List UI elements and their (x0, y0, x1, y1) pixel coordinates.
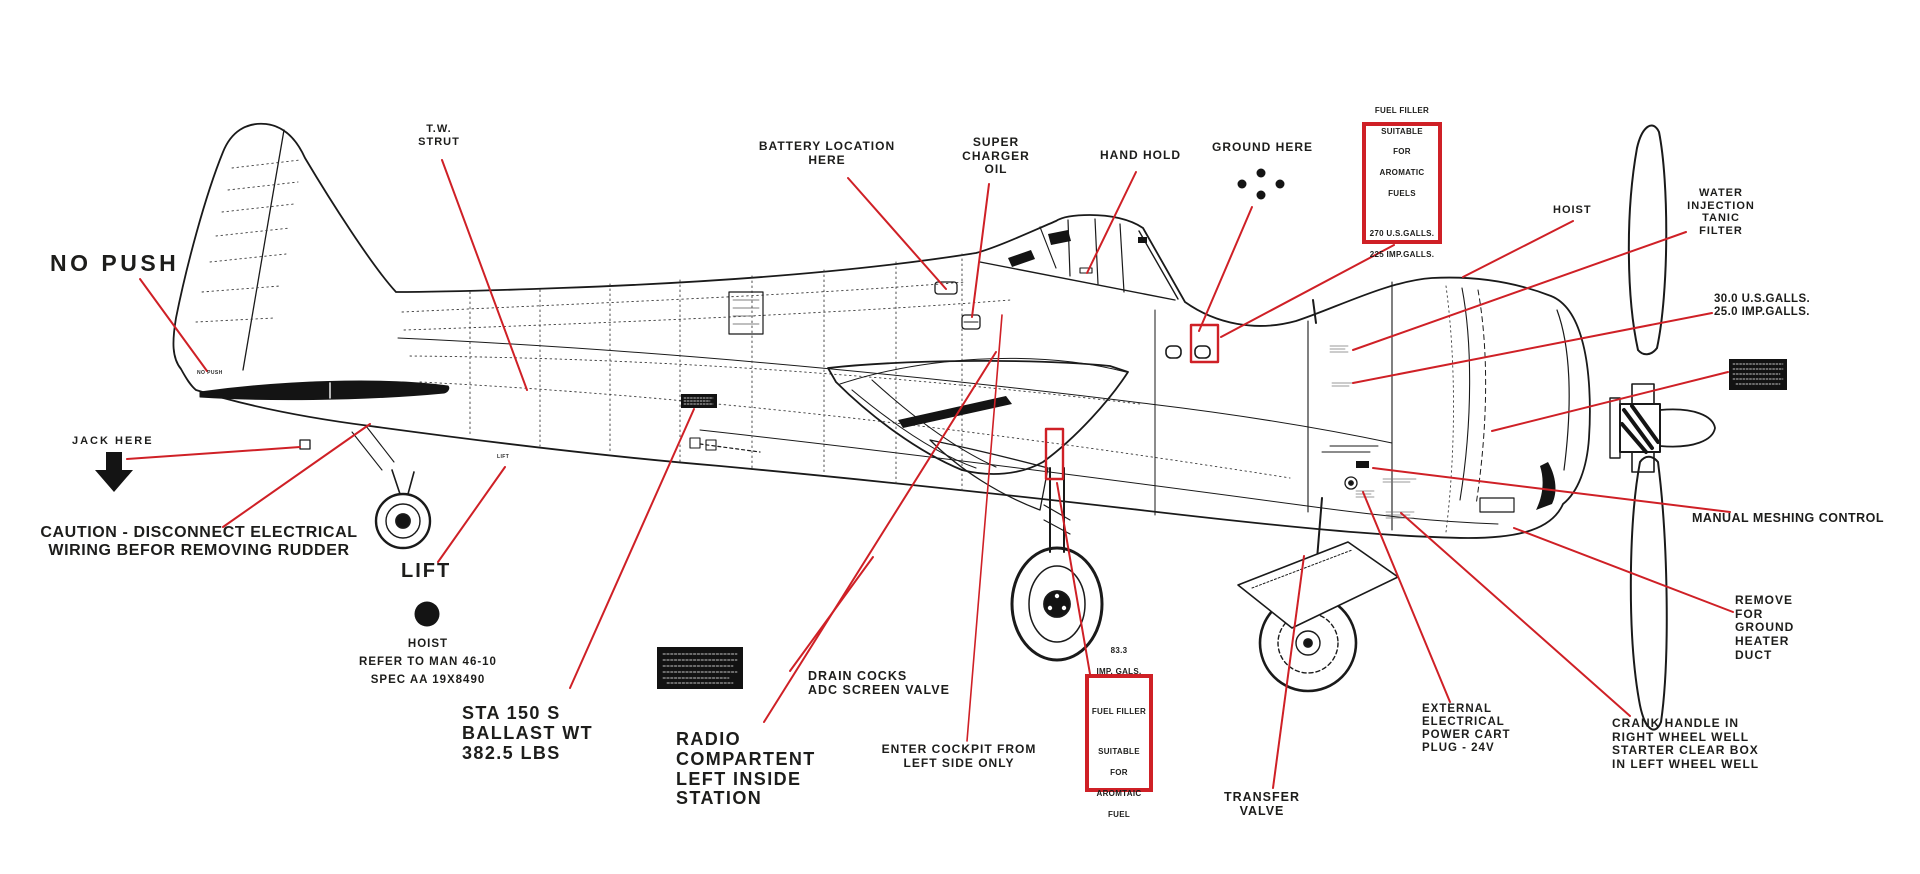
leader-radio (764, 352, 996, 722)
gear-door (1238, 542, 1398, 628)
leader-sta-ballast (570, 409, 694, 688)
prop-blade-upper (1629, 125, 1666, 354)
label-tw-strut: T.W. STRUT (418, 123, 460, 148)
leader-tw-strut (442, 160, 527, 390)
leader-drain-cocks (790, 557, 873, 671)
label-jack-here: JACK HERE (72, 435, 154, 447)
fuel-filler-marker (1191, 325, 1218, 362)
leader-remove-heater (1514, 528, 1733, 612)
fuel-cap-right (1195, 346, 1210, 358)
tail-group (200, 381, 449, 548)
headrest (1048, 230, 1071, 245)
label-ground-here: GROUND HERE (1212, 140, 1314, 154)
ballast-placard (681, 394, 717, 408)
leader-crank-handle (1401, 513, 1630, 716)
label-caution: CAUTION - DISCONNECT ELECTRICAL WIRING BEFOR REMOVING RUDDER (40, 524, 358, 560)
ground-here-dots (1238, 169, 1285, 200)
leader-hoist-right (1463, 221, 1573, 277)
fuselage-hatches (300, 282, 1210, 452)
placard-fuel-filler-top (1362, 105, 1442, 259)
cowl-intake-shadow (1536, 462, 1555, 510)
leader-oil-capacity (1353, 313, 1712, 383)
label-battery: BATTERY LOCATION HERE (758, 139, 896, 167)
leader-enter-cockpit (967, 315, 1002, 741)
wing (828, 358, 1128, 474)
leader-battery (848, 178, 946, 289)
label-manual-meshing: MANUAL MESHING CONTROL (1692, 511, 1885, 525)
leader-jack-here (127, 447, 300, 459)
label-supercharger: SUPER CHARGER OIL (962, 135, 1030, 177)
label-remove-heater: REMOVE FOR GROUND HEATER DUCT (1735, 593, 1795, 662)
leader-fuel-bottom (1057, 483, 1090, 674)
label-drain-cocks: DRAIN COCKS ADC SCREEN VALVE (808, 669, 950, 698)
prop-blade-lower (1631, 457, 1667, 730)
tail-wheel (352, 426, 430, 548)
label-oil-capacity: 30.0 U.S.GALLS. 25.0 IMP.GALLS. (1714, 293, 1811, 319)
label-transfer-valve: TRANSFER VALVE (1223, 790, 1301, 819)
fuel-cap-left (1166, 346, 1181, 358)
label-water-injection: WATER INJECTION TANIC FILTER (1687, 187, 1755, 237)
leader-caution (223, 424, 370, 527)
label-hoist-right: HOIST (1553, 204, 1592, 216)
warning-placard-mid (657, 647, 743, 689)
placard-fuel-filler-bottom (1085, 646, 1153, 819)
radio-placard (729, 292, 763, 334)
cockpit-shadow (1008, 250, 1035, 267)
engine-cowl (1322, 288, 1569, 518)
main-landing-gear (930, 440, 1398, 691)
horizontal-stabilizer (200, 381, 449, 400)
gunsight (1138, 237, 1147, 243)
meshing-control-placard (1356, 461, 1369, 468)
handhold-step (1080, 268, 1092, 273)
label-external-power: EXTERNAL ELECTRICAL POWER CART PLUG - 24V (1422, 703, 1511, 755)
leader-ground-here (1199, 207, 1252, 331)
fuel-top-text: FUEL FILLER SUITABLE FOR AROMATIC FUELS 270 U.S.GALLS. 225 IMP.GALLS. (1369, 105, 1435, 259)
spinner-nose (1660, 409, 1715, 446)
label-crank-handle: CRANK HANDLE IN RIGHT WHEEL WELL STARTER CLEAR BOX IN LEFT WHEEL WELL (1612, 716, 1760, 772)
jack-point (300, 440, 310, 449)
warning-placard-right (1729, 359, 1787, 390)
label-enter-cockpit: ENTER COCKPIT FROM LEFT SIDE ONLY (881, 742, 1037, 770)
leader-lift (438, 467, 505, 562)
leader-hand-hold (1087, 172, 1136, 273)
label-radio-compartment: RADIO COMPARTENT LEFT INSIDE STATION (676, 729, 816, 809)
label-sta-ballast: STA 150 S BALLAST WT 382.5 LBS (462, 703, 593, 763)
canopy (980, 219, 1178, 300)
stencil-lift-small: LIFT (497, 454, 510, 460)
fuel-bottom-text: 83.3 IMP. GALS. FUEL FILLER SUITABLE FOR AROMTAIC FUEL (1091, 646, 1147, 819)
hoist-dot (415, 602, 440, 627)
label-hoist-left: HOIST REFER TO MAN 46-10 SPEC AA 19X8490 (359, 638, 497, 686)
leader-external-power (1363, 492, 1450, 702)
label-no-push: NO PUSH (50, 250, 180, 276)
label-lift: LIFT (401, 560, 452, 582)
stencil-no-push-small: NO PUSH (197, 370, 223, 376)
leader-no-push (140, 279, 207, 371)
label-hand-hold: HAND HOLD (1100, 148, 1181, 162)
